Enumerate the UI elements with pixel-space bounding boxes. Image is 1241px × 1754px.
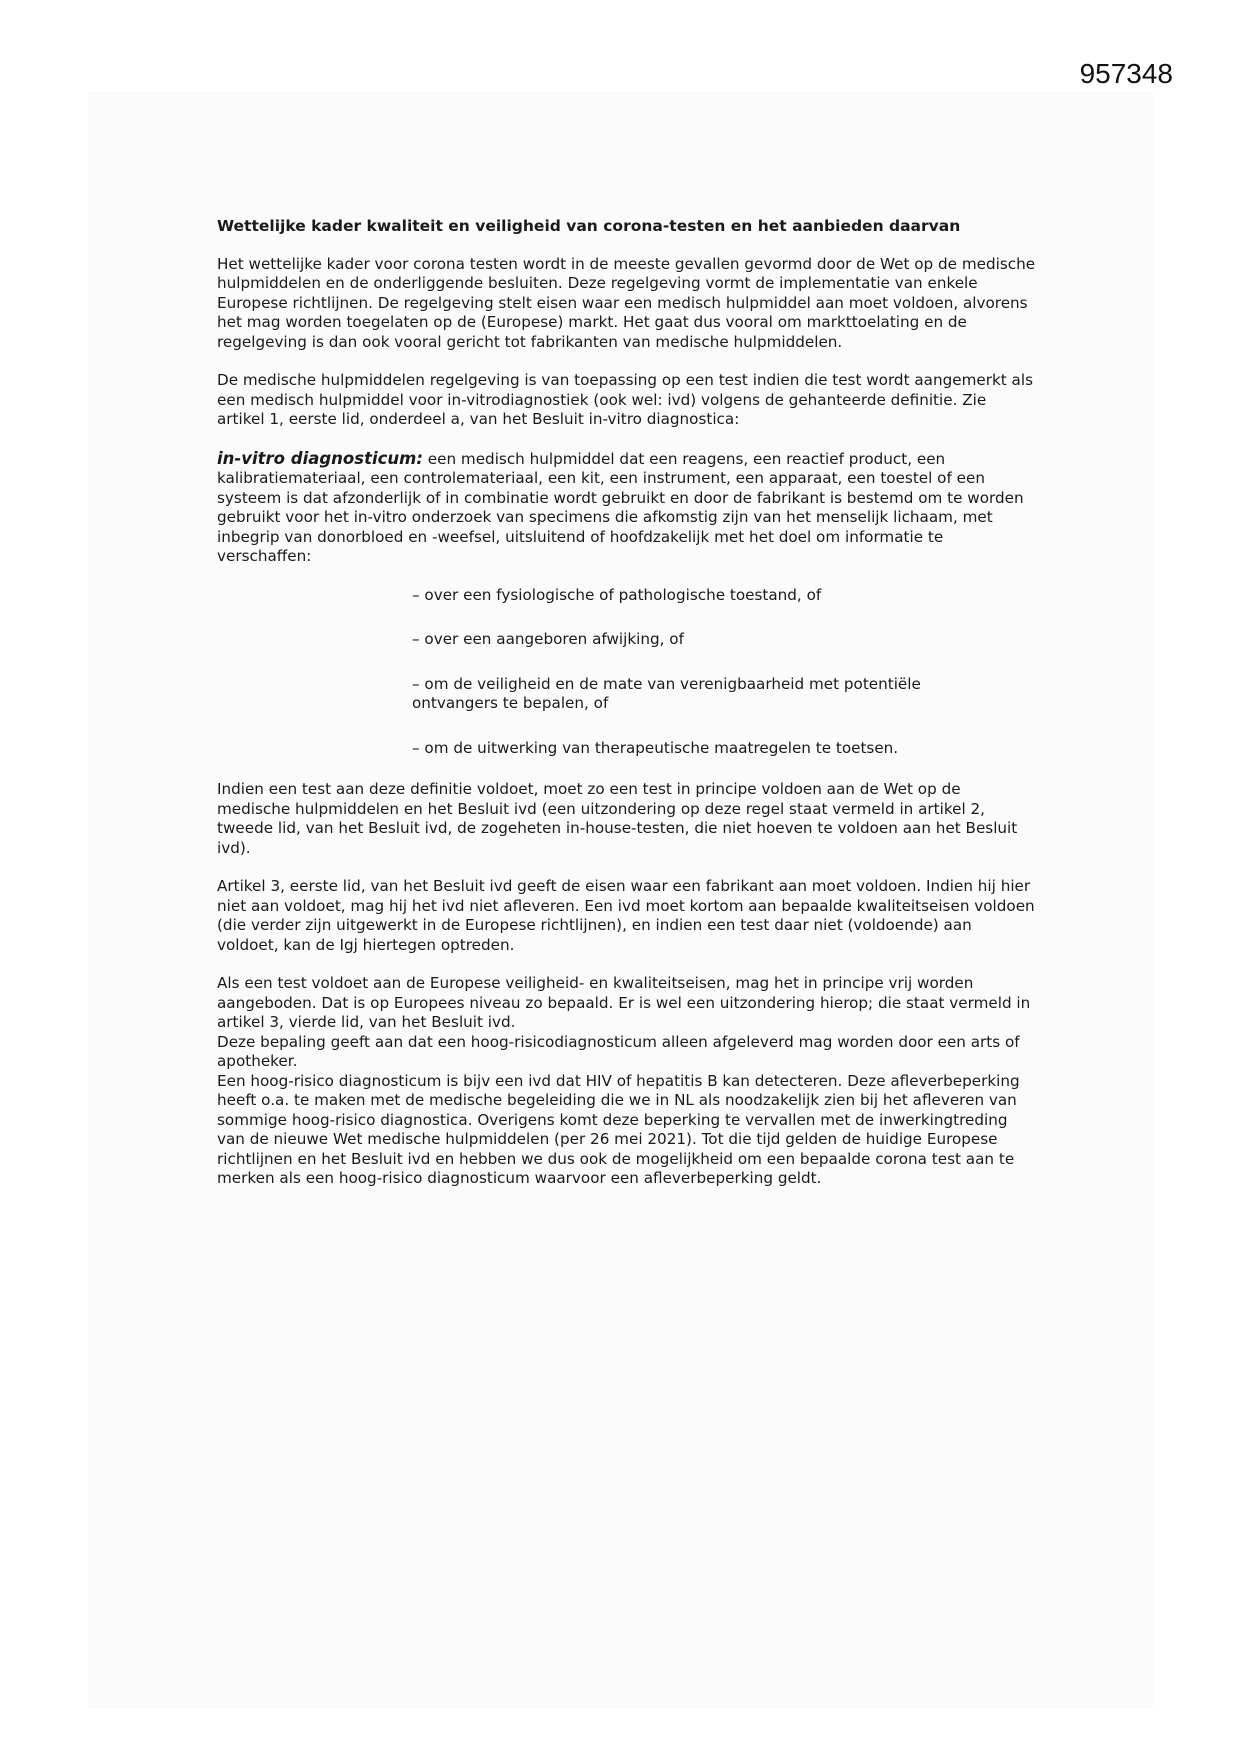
paragraph-manufacturer-requirements: Artikel 3, eerste lid, van het Besluit ivd geeft de eisen waar een fabrikant aan moet voldoen. Indien hij hier niet aan voldoet, mag hij het ivd niet afleveren. Een ivd moet kortom aan bepaalde kwaliteitseisen voldoen (die verder zijn uitgewerkt in de Europese richtlijnen), en indien een test daar niet (voldoende) aan voldoet, kan de Igj hiertegen optreden. — [217, 877, 1035, 954]
definition-text: een medisch hulpmiddel dat een reagens, een reactief product, een kalibratiemateriaal, een controlemateriaal, een kit, een instrument, een apparaat, een toestel of een systeem is dat afzonderlijk of in combinatie wordt gebruikt en door de fabrikant is bestemd om te worden gebruikt voor het in-vitro onderzoek van specimens die afkomstig zijn van het menselijk lichaam, met inbegrip van donorbloed en -weefsel, uitsluitend of hoofdzakelijk met het doel om informatie te verschaffen: — [217, 449, 1024, 565]
paragraph-high-risk-rule: Deze bepaling geeft aan dat een hoog-risicodiagnosticum alleen afgeleverd mag worden door een arts of apotheker. — [217, 1032, 1020, 1070]
list-item: – om de uitwerking van therapeutische maatregelen te toetsen. — [412, 738, 899, 757]
definition-purpose-list — [412, 586, 972, 759]
document-body — [217, 217, 1037, 1189]
list-item: – over een aangeboren afwijking, of — [412, 630, 684, 648]
paragraph-high-risk-example: Een hoog-risico diagnosticum is bijv een ivd dat HIV of hepatitis B kan detecteren. Deze afleverbeperking heeft o.a. te maken met de medische begeleiding die we in NL als noodzakelijk zien bij het afleveren van sommige hoog-risico diagnostica. Overigens komt deze beperking te vervallen met de inwerkingtreding van de nieuwe Wet medische hulpmiddelen (per 26 mei 2021). Tot die tijd gelden de huidige Europese richtlijnen en het Besluit ivd en hebben we dus ook de mogelijkheid om een bepaalde corona test aan te merken als een hoog-risico diagnosticum waarvoor een afleverbeperking geldt. — [217, 1071, 1020, 1187]
definition-term: in-vitro diagnosticum: — [217, 448, 423, 468]
paragraph-definition — [217, 449, 1037, 567]
list-item: – over een fysiologische of pathologische toestand, of — [412, 585, 822, 604]
document-title: Wettelijke kader kwaliteit en veiligheid van corona-testen en het aanbieden daarvan — [217, 217, 961, 235]
paragraph-exception: Als een test voldoet aan de Europese veiligheid- en kwaliteitseisen, mag het in principe vrij worden aangeboden. Dat is op Europees niveau zo bepaald. Er is wel een uitzondering hierop; die staat vermeld in artikel 3, vierde lid, van het Besluit ivd. — [217, 974, 1031, 1031]
paragraph-applicability: De medische hulpmiddelen regelgeving is van toepassing op een test indien die test wordt aangemerkt als een medisch hulpmiddel voor in-vitrodiagnostiek (ook wel: ivd) volgens de gehanteerde definitie. Zie artikel 1, eerste lid, onderdeel a, van het Besluit in-vitro diagnostica: — [217, 371, 1033, 428]
document-number: 957348 — [1079, 58, 1173, 89]
paragraph-legal-framework: Het wettelijke kader voor corona testen wordt in de meeste gevallen gevormd door de Wet op de medische hulpmiddelen en de onderliggende besluiten. Deze regelgeving vormt de implementatie van enkele Europese richtlijnen. De regelgeving stelt eisen waar een medisch hulpmiddel aan moet voldoen, alvorens het mag worden toegelaten op de (Europese) markt. Het gaat dus vooral om markttoelating en de regelgeving is dan ook vooral gericht tot fabrikanten van medische hulpmiddelen. — [217, 254, 1036, 351]
paragraph-compliance: Indien een test aan deze definitie voldoet, moet zo een test in principe voldoen aan de Wet op de medische hulpmiddelen en het Besluit ivd (een uitzondering op deze regel staat vermeld in artikel 2, tweede lid, van het Besluit ivd, de zogeheten in-house-testen, die niet hoeven te voldoen aan het Besluit ivd). — [217, 780, 1018, 857]
list-item: – om de veiligheid en de mate van verenigbaarheid met potentiële ontvangers te bepalen, of — [412, 674, 921, 712]
